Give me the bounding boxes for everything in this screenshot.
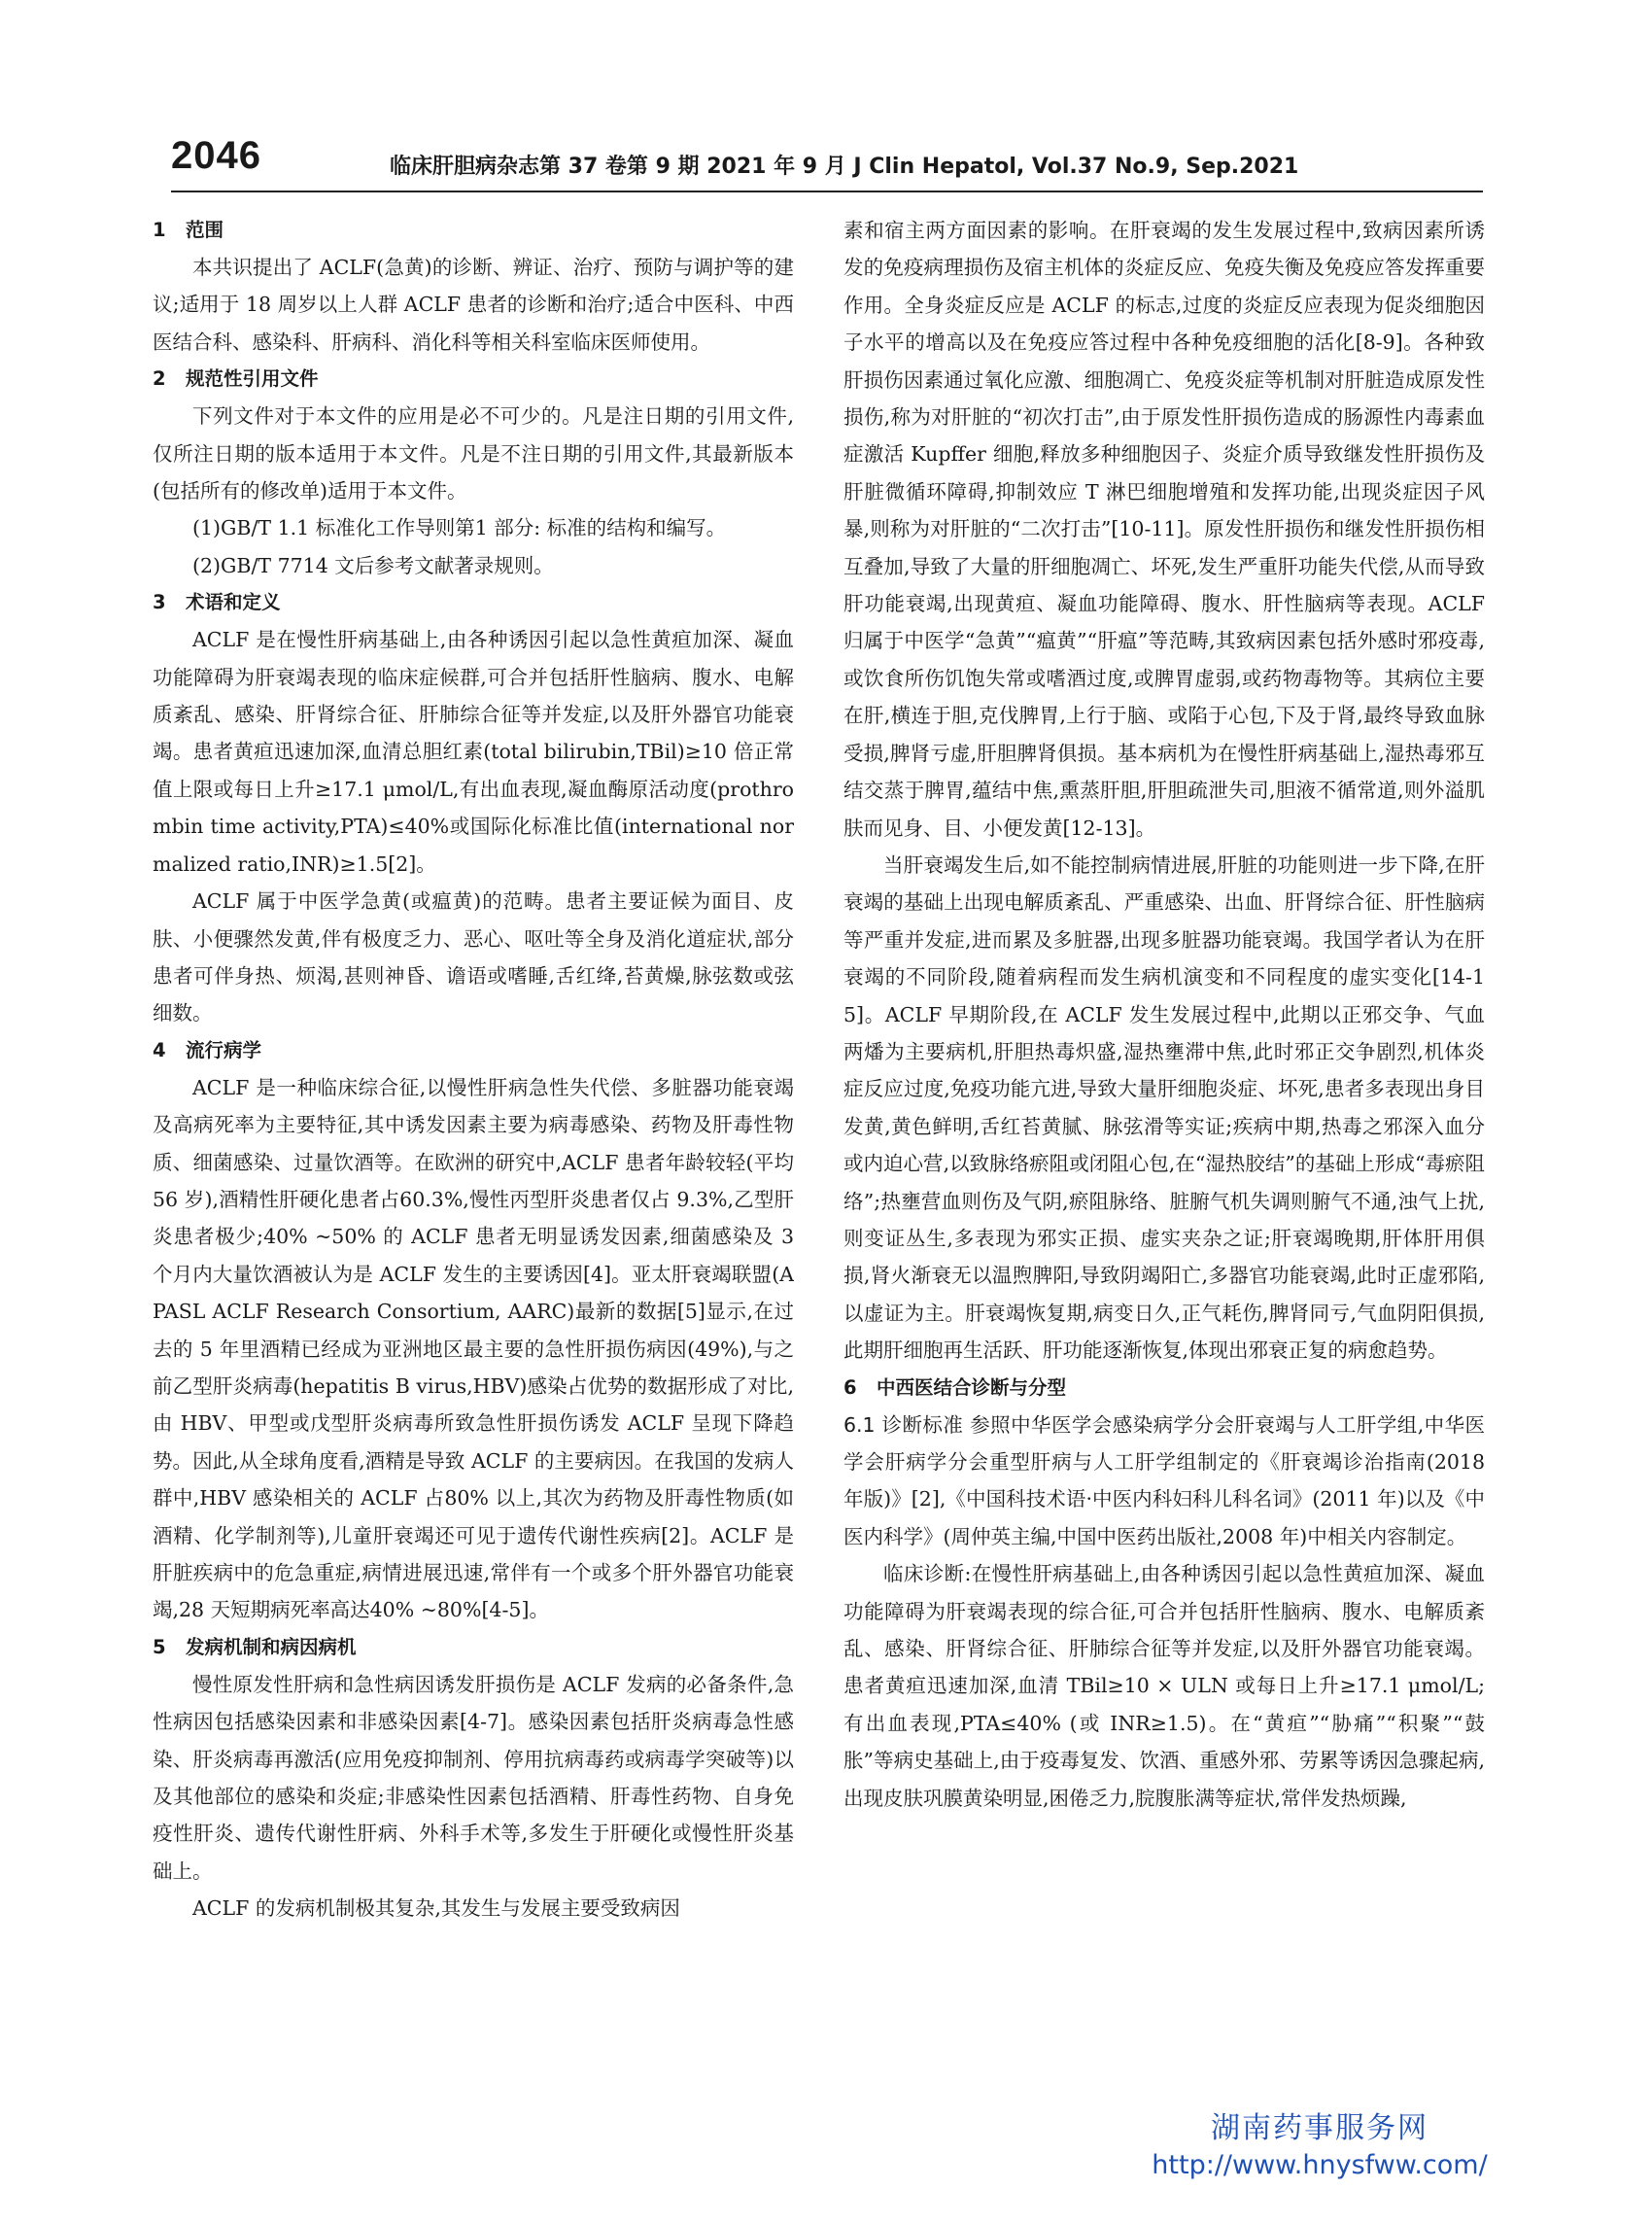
watermark-url: http://www.hnysfww.com/ — [1152, 2150, 1488, 2180]
section-heading — [843, 1370, 1485, 1407]
paragraph: 临床诊断:在慢性肝病基础上,由各种诱因引起以急性黄疸加深、凝血功能障碍为肝衰竭表现的综合征,可合并包括肝性脑病、腹水、电解质紊乱、感染、肝肾综合征、肝肺综合征等并发症,以及肝外器官功能衰竭。患者黄疸迅速加深,血清 TBil≥10 × ULN 或每日上升≥17.1 μmol/L;有出血表现,PTA≤40% (或 INR≥1.5)。在“黄疸”“胁痛”“积聚”“鼓胀”等病史基础上,由于疫毒复发、饮酒、重感外邪、劳累等诱因急骤起病,出现皮肤巩膜黄染明显,困倦乏力,脘腹胀满等症状,常伴发热烦躁, — [843, 1562, 1485, 1810]
section-number: 5 — [153, 1635, 166, 1658]
paragraph: (1)GB/T 1.1 标准化工作导则第1 部分: 标准的结构和编写。 — [192, 516, 727, 540]
paragraph: 素和宿主两方面因素的影响。在肝衰竭的发生发展过程中,致病因素所诱发的免疫病理损伤及宿主机体的炎症反应、免疫失衡及免疫应答发挥重要作用。全身炎症反应是 ACLF 的标志,过度的炎症反应表现为促炎细胞因子水平的增高以及在免疫应答过程中各种免疫细胞的活化[8-9]。各种致肝损伤因素通过氧化应激、细胞凋亡、免疫炎症等机制对肝脏造成原发性损伤,称为对肝脏的“初次打击”,由于原发性肝损伤造成的肠源性内毒素血症激活 Kupffer 细胞,释放多种细胞因子、炎症介质导致继发性肝损伤及肝脏微循环障碍,抑制效应 T 淋巴细胞增殖和发挥功能,出现炎症因子风暴,则称为对肝脏的“二次打击”[10-11]。原发性肝损伤和继发性肝损伤相互叠加,导致了大量的肝细胞凋亡、坏死,发生严重肝功能失代偿,从而导致肝功能衰竭,出现黄疸、凝血功能障碍、腹水、肝性脑病等表现。ACLF 归属于中医学“急黄”“瘟黄”“肝瘟”等范畴,其致病因素包括外感时邪疫毒,或饮食所伤饥饱失常或嗜酒过度,或脾胃虚弱,或药物毒物等。其病位主要在肝,横连于胆,克伐脾胃,上行于脑、或陷于心包,下及于肾,最终导致血脉受损,脾肾亏虚,肝胆脾肾俱损。基本病机为在慢性肝病基础上,湿热毒邪互结交蒸于脾胃,蕴结中焦,熏蒸肝胆,肝胆疏泄失司,胆液不循常道,则外溢肌肤而见身、目、小便发黄[12-13]。 — [843, 219, 1485, 840]
section-title: 规范性引用文件 — [186, 367, 319, 391]
section-number: 2 — [153, 367, 166, 391]
left-column — [153, 212, 794, 2117]
watermark-name: 湖南药事服务网 — [1211, 2111, 1428, 2145]
paragraph-text: 参照中华医学会感染病学分会肝衰竭与人工肝学组,中华医学会肝病学分会重型肝病与人工肝学组制定的《肝衰竭诊治指南(2018 年版)》[2],《中国科技术语·中医内科妇科儿科名词》(2011 年)以及《中医内科学》(周仲英主编,中国中医药出版社,2008 年)中相关内容制定。 — [843, 1412, 1485, 1548]
section-number: 6 — [843, 1375, 857, 1399]
section-title: 流行病学 — [186, 1038, 262, 1061]
section-heading — [153, 1032, 794, 1069]
section-heading — [153, 584, 794, 621]
watermark — [1116, 2109, 1524, 2183]
paragraph: 下列文件对于本文件的应用是必不可少的。凡是注日期的引用文件,仅所注日期的版本适用于本文件。凡是不注日期的引用文件,其最新版本(包括所有的修改单)适用于本文件。 — [153, 404, 794, 504]
subsection-label: 6.1 诊断标准 — [843, 1412, 964, 1437]
section-heading — [153, 361, 794, 398]
paragraph: 慢性原发性肝病和急性病因诱发肝损伤是 ACLF 发病的必备条件,急性病因包括感染因素和非感染因素[4-7]。感染因素包括肝炎病毒急性感染、肝炎病毒再激活(应用免疫抑制剂、停用抗病毒药或病毒学突破等)以及其他部位的感染和炎症;非感染性因素包括酒精、肝毒性药物、自身免疫性肝炎、遗传代谢性肝病、外科手术等,多发生于肝硬化或慢性肝炎基础上。 — [153, 1672, 794, 1883]
section-title: 发病机制和病因病机 — [186, 1635, 357, 1658]
page-number: 2046 — [171, 134, 261, 177]
section-heading — [153, 1629, 794, 1666]
right-column — [843, 212, 1485, 2117]
section-title: 范围 — [186, 219, 224, 241]
section-number: 1 — [153, 219, 166, 241]
section-number: 4 — [153, 1038, 166, 1061]
paragraph: ACLF 的发病机制极其复杂,其发生与发展主要受致病因 — [192, 1896, 680, 1921]
paragraph — [843, 1407, 1485, 1556]
journal-citation: 临床肝胆病杂志第 37 卷第 9 期 2021 年 9 月 J Clin Hepatol, Vol.37 No.9, Sep.2021 — [390, 155, 1299, 179]
paragraph: 本共识提出了 ACLF(急黄)的诊断、辨证、治疗、预防与调护等的建议;适用于 18 周岁以上人群 ACLF 患者的诊断和治疗;适合中医科、中西医结合科、感染科、肝病科、消化科等相关科室临床医师使用。 — [153, 256, 794, 354]
paragraph: ACLF 是在慢性肝病基础上,由各种诱因引起以急性黄疸加深、凝血功能障碍为肝衰竭表现的临床症候群,可合并包括肝性脑病、腹水、电解质紊乱、感染、肝肾综合征、肝肺综合征等并发症,以及肝外器官功能衰竭。患者黄疸迅速加深,血清总胆红素(total bilirubin,TBil)≥10 倍正常值上限或每日上升≥17.1 μmol/L,有出血表现,凝血酶原活动度(prothrombin time activity,PTA)≤40%或国际化标准比值(international normalized ratio,INR)≥1.5[2]。 — [153, 628, 794, 876]
page-header — [171, 134, 1481, 192]
paragraph: 当肝衰竭发生后,如不能控制病情进展,肝脏的功能则进一步下降,在肝衰竭的基础上出现电解质紊乱、严重感染、出血、肝肾综合征、肝性脑病等严重并发症,进而累及多脏器,出现多脏器功能衰竭。我国学者认为在肝衰竭的不同阶段,随着病程而发生病机演变和不同程度的虚实变化[14-15]。ACLF 早期阶段,在 ACLF 发生发展过程中,此期以正邪交争、气血两燔为主要病机,肝胆热毒炽盛,湿热壅滞中焦,此时邪正交争剧烈,机体炎症反应过度,免疫功能亢进,导致大量肝细胞炎症、坏死,患者多表现出身目发黄,黄色鲜明,舌红苔黄腻、脉弦滑等实证;疾病中期,热毒之邪深入血分或内迫心营,以致脉络瘀阻或闭阻心包,在“湿热胶结”的基础上形成“毒瘀阻络”;热壅营血则伤及气阴,瘀阻脉络、脏腑气机失调则腑气不通,浊气上扰,则变证丛生,多表现为邪实正损、虚实夹杂之证;肝衰竭晚期,肝体肝用俱损,肾火渐衰无以温煦脾阳,导致阴竭阳亡,多器官功能衰竭,此时正虚邪陷,以虚证为主。肝衰竭恢复期,病变日久,正气耗伤,脾肾同亏,气血阴阳俱损,此期肝细胞再生活跃、肝功能逐渐恢复,体现出邪衰正复的病愈趋势。 — [843, 852, 1485, 1363]
section-title: 中西医结合诊断与分型 — [877, 1375, 1067, 1399]
section-title: 术语和定义 — [186, 591, 281, 614]
paragraph: (2)GB/T 7714 文后参考文献著录规则。 — [192, 553, 554, 577]
section-number: 3 — [153, 591, 166, 614]
section-heading — [153, 212, 794, 249]
paragraph: ACLF 是一种临床综合征,以慢性肝病急性失代偿、多脏器功能衰竭及高病死率为主要特征,其中诱发因素主要为病毒感染、药物及肝毒性物质、细菌感染、过量饮酒等。在欧洲的研究中,ACLF 患者年龄较轻(平均 56 岁),酒精性肝硬化患者占60.3%,慢性丙型肝炎患者仅占 9.3%,乙型肝炎患者极少;40% ~50% 的 ACLF 患者无明显诱发因素,细菌感染及 3 个月内大量饮酒被认为是 ACLF 发生的主要诱因[4]。亚太肝衰竭联盟(APASL ACLF Research Consortium, AARC)最新的数据[5]显示,在过去的 5 年里酒精已经成为亚洲地区最主要的急性肝损伤病因(49%),与之前乙型肝炎病毒(hepatitis B virus,HBV)感染占优势的数据形成了对比,由 HBV、甲型或戊型肝炎病毒所致急性肝损伤诱发 ACLF 呈现下降趋势。因此,从全球角度看,酒精是导致 ACLF 的主要病因。在我国的发病人群中,HBV 感染相关的 ACLF 占80% 以上,其次为药物及肝毒性物质(如酒精、化学制剂等),儿童肝衰竭还可见于遗传代谢性疾病[2]。ACLF 是肝脏疾病中的危急重症,病情进展迅速,常伴有一个或多个肝外器官功能衰竭,28 天短期病死率高达40% ~80%[4-5]。 — [153, 1075, 794, 1622]
header-rule — [171, 191, 1483, 192]
paragraph: ACLF 属于中医学急黄(或瘟黄)的范畴。患者主要证候为面目、皮肤、小便骤然发黄,伴有极度乏力、恶心、呕吐等全身及消化道症状,部分患者可伴身热、烦渴,甚则神昏、谵语或嗜睡,舌红绛,苔黄燥,脉弦数或弦细数。 — [153, 889, 794, 1025]
